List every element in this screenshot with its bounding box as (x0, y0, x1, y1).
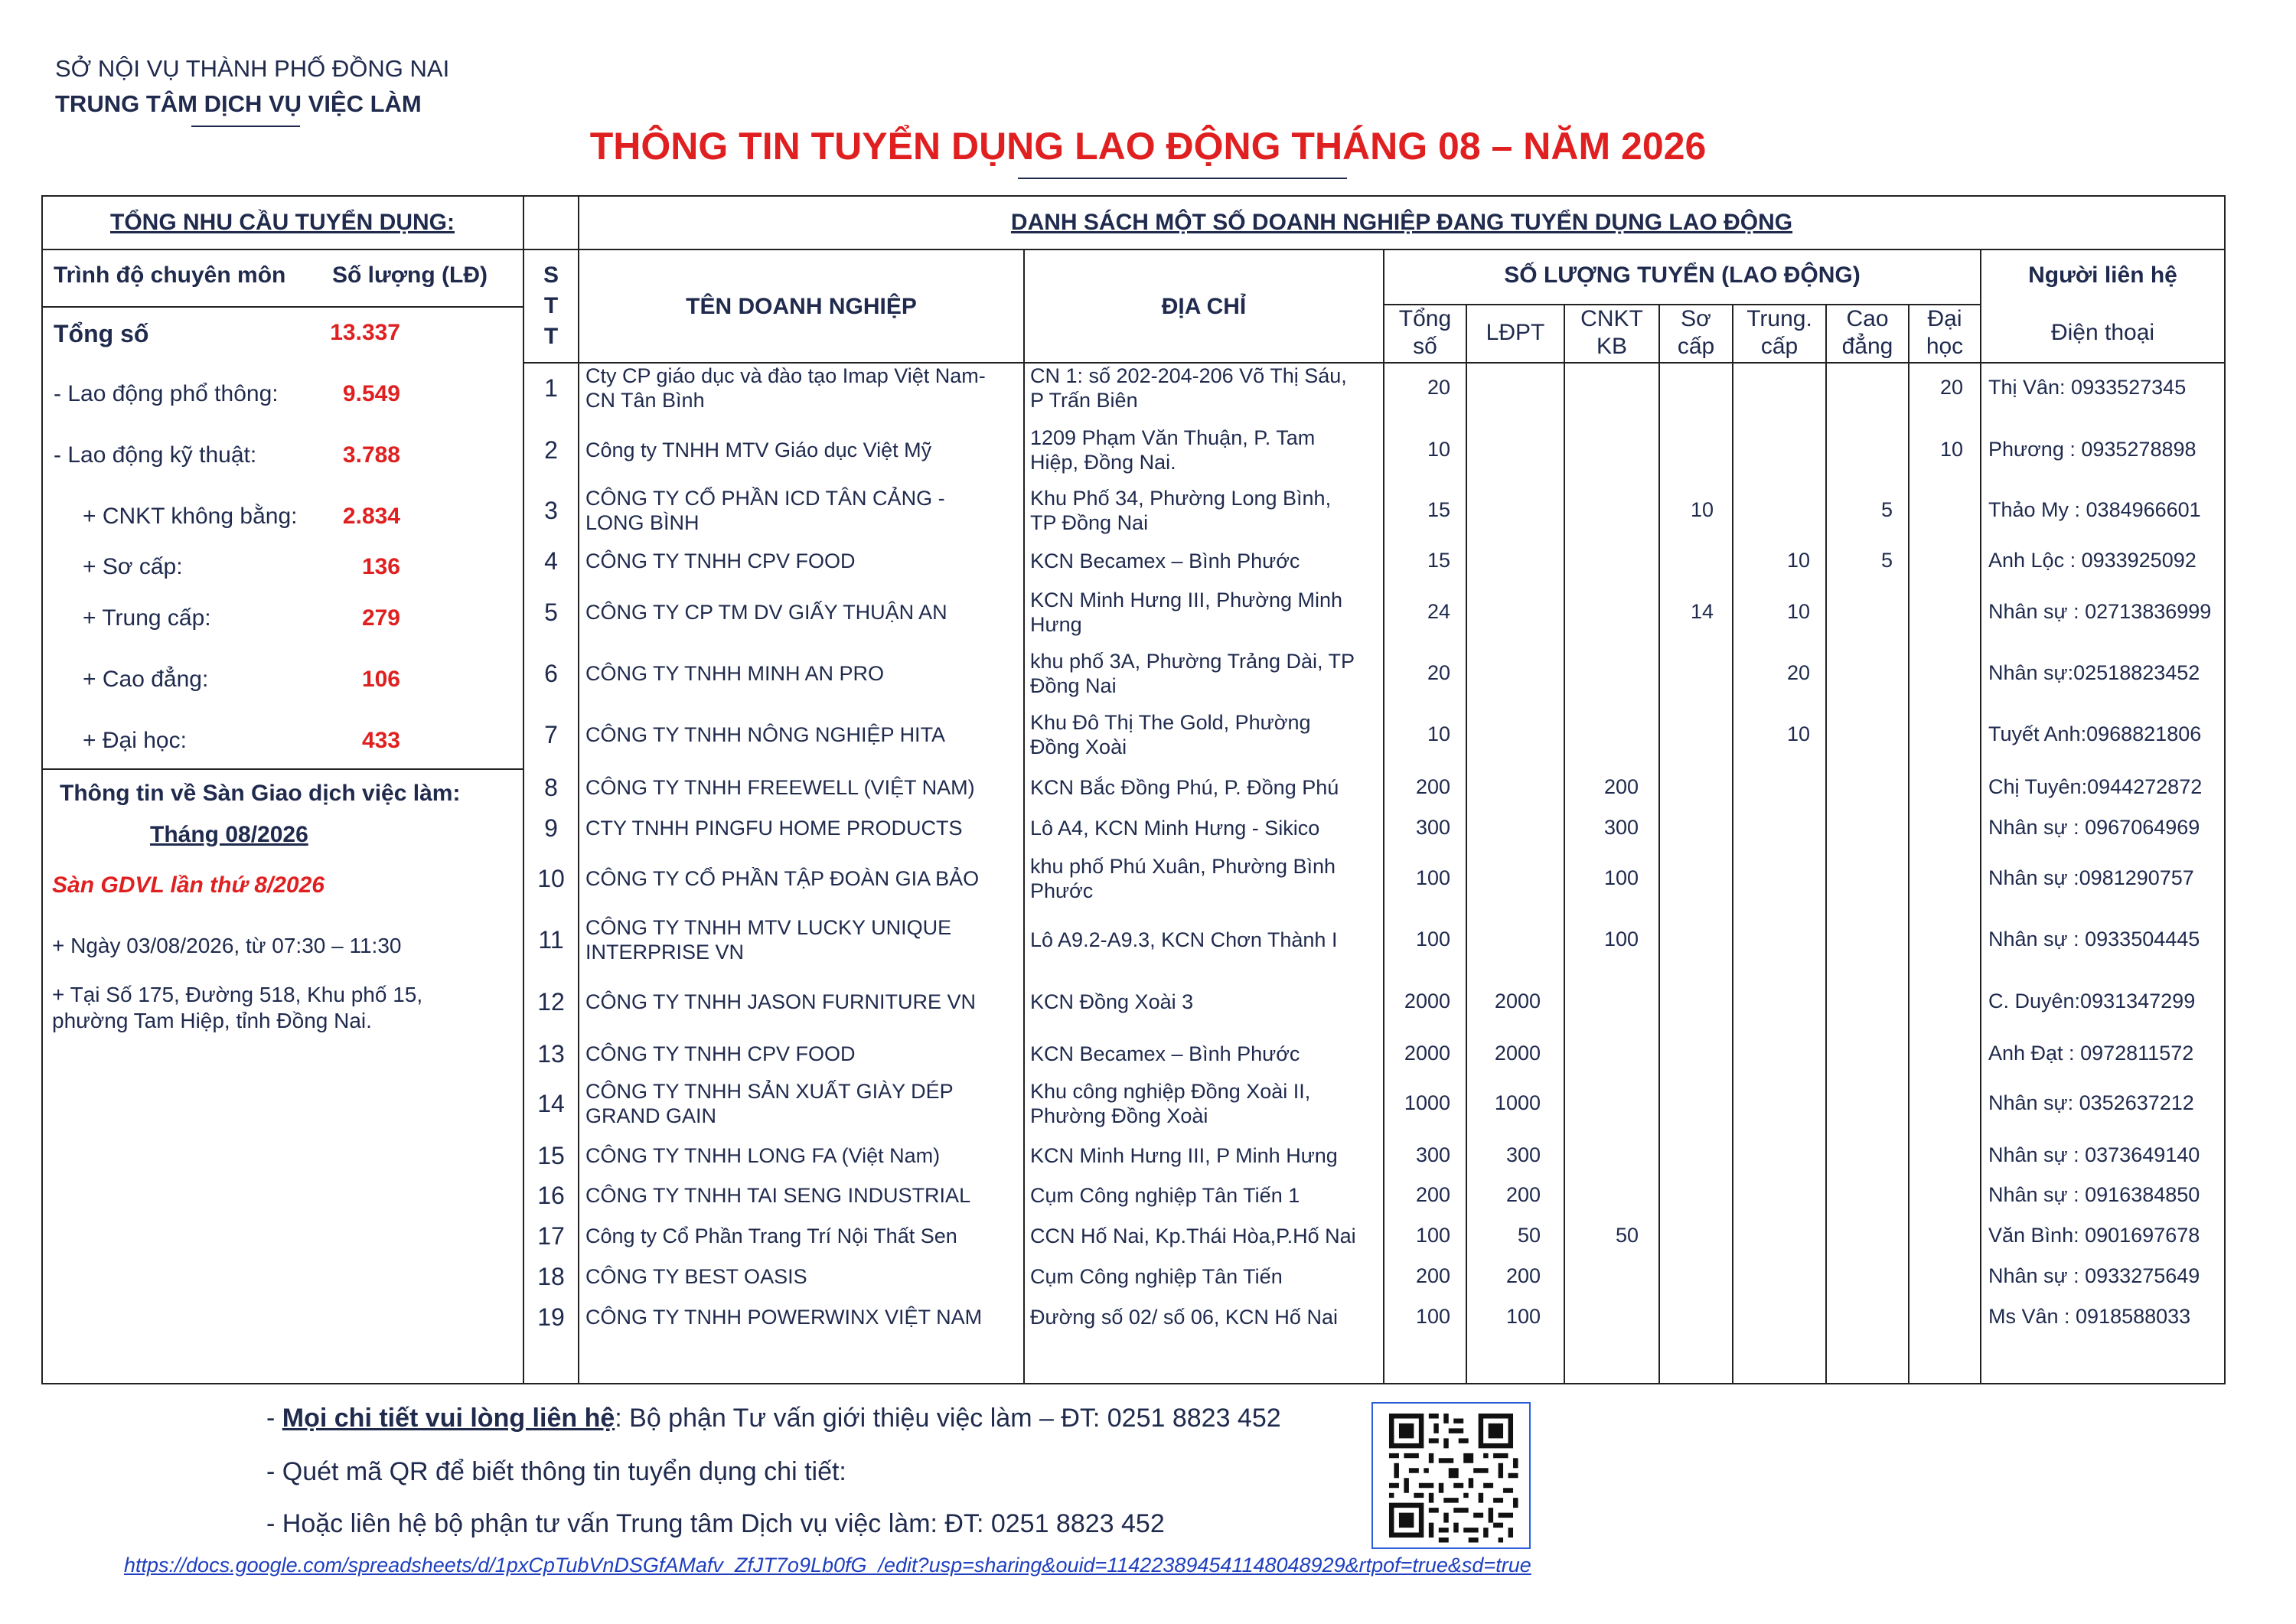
grid-line (1023, 249, 1025, 1384)
company-address: 1209 Phạm Văn Thuận, P. Tam (1030, 426, 1316, 449)
quantity-total: 2000 (1404, 1042, 1450, 1065)
row-stt: 6 (544, 660, 558, 687)
quantity-total: 300 (1415, 816, 1450, 839)
sub-header-caodang: đẳng (1841, 334, 1893, 359)
row-stt: 12 (537, 988, 565, 1016)
company-address: KCN Becamex – Bình Phước (1030, 1042, 1300, 1065)
summary-value: 136 (361, 554, 400, 579)
summary-label: + Cao đẳng: (83, 667, 209, 692)
company-name: CÔNG TY TNHH LONG FA (Việt Nam) (585, 1144, 941, 1167)
quantity-column-header: Số lượng (LĐ) (332, 263, 488, 288)
grid-line (1825, 304, 1827, 1384)
quantity-ldpt: 300 (1505, 1143, 1541, 1166)
quantity-total: 1000 (1404, 1091, 1450, 1114)
sub-header-caodang: Cao (1846, 306, 1889, 331)
grid-line (1980, 249, 1981, 1384)
company-name: CÔNG TY TNHH JASON FURNITURE VN (585, 990, 977, 1013)
row-stt: 8 (544, 774, 558, 801)
company-name: CÔNG TY TNHH CPV FOOD (585, 1042, 856, 1065)
contact-phone: Nhân sự : 02713836999 (1988, 600, 2212, 623)
summary-label: + Trung cấp: (83, 605, 211, 631)
contact-phone: Anh Đạt : 0972811572 (1988, 1042, 2194, 1065)
address-column-header: ĐỊA CHỈ (1161, 294, 1247, 319)
contact-phone: Thị Vân: 0933527345 (1988, 376, 2187, 399)
company-name: Cty CP giáo dục và đào tạo Imap Việt Nam- (585, 364, 986, 387)
quantity-trungcap: 20 (1786, 661, 1810, 684)
company-address: KCN Đồng Xoài 3 (1030, 990, 1194, 1013)
grid-line (1658, 304, 1660, 1384)
quantity-group-header: SỐ LƯỢNG TUYỂN (LAO ĐỘNG) (1504, 263, 1861, 288)
row-stt: 7 (544, 721, 558, 748)
grid-line (1383, 304, 1980, 305)
qr-code-icon[interactable] (1371, 1402, 1531, 1549)
company-address: KCN Minh Hưng III, Phường Minh (1030, 589, 1343, 611)
footer-contact-link[interactable]: Mọi chi tiết vui lòng liên hệ (282, 1404, 615, 1433)
grid-line (41, 306, 523, 308)
summary-label-total: Tổng số (54, 320, 149, 347)
contact-phone: Anh Lộc : 0933925092 (1988, 549, 2197, 572)
contact-phone: Nhân sự : 0916384850 (1988, 1183, 2200, 1206)
row-stt: 19 (537, 1303, 565, 1331)
quantity-total: 2000 (1404, 990, 1450, 1013)
company-name: CÔNG TY TNHH MTV LUCKY UNIQUE (585, 916, 952, 939)
contact-phone: Thảo My : 0384966601 (1988, 498, 2201, 521)
company-address: Cụm Công nghiệp Tân Tiến 1 (1030, 1184, 1300, 1207)
row-stt: 10 (537, 865, 565, 892)
grid-line (1908, 304, 1910, 1384)
quantity-daihoc: 10 (1939, 438, 1963, 461)
exchange-heading: Thông tin về Sàn Giao dịch việc làm: (60, 781, 461, 806)
company-name: CTY TNHH PINGFU HOME PRODUCTS (585, 817, 963, 840)
contact-phone: Nhân sự : 0933504445 (1988, 928, 2200, 951)
sub-header-trungcap: Trung. (1746, 306, 1812, 331)
phone-column-header: Điện thoại (2050, 320, 2155, 345)
company-address: Đường số 02/ số 06, KCN Hố Nai (1030, 1306, 1338, 1329)
company-address: KCN Becamex – Bình Phước (1030, 549, 1300, 572)
contact-phone: Nhân sự : 0967064969 (1988, 816, 2200, 839)
company-name: Công ty TNHH MTV Giáo dục Việt Mỹ (585, 439, 932, 461)
spreadsheet-link[interactable]: https://docs.google.com/spreadsheets/d/1pxCpTubVnDSGfAMafv_ZfJT7o9Lb0fG_/edit?usp=sharing&ouid=114223894541148048929&rtpof=true&sd=true (124, 1554, 1531, 1577)
sub-header-socap: Sơ (1681, 306, 1711, 331)
stt-header-t: T (543, 293, 559, 318)
company-address: TP Đồng Nai (1030, 511, 1149, 534)
footer-contact-line (266, 1404, 1281, 1433)
contact-column-header: Người liên hệ (2028, 263, 2177, 288)
company-address: Khu Phố 34, Phường Long Bình, (1030, 487, 1332, 510)
company-address: Khu Đô Thị The Gold, Phường (1030, 711, 1311, 734)
company-address: Cụm Công nghiệp Tân Tiến (1030, 1265, 1283, 1288)
footer-prefix: - (266, 1404, 282, 1433)
company-name: Công ty Cổ Phần Trang Trí Nội Thất Sen (585, 1225, 957, 1247)
company-name: CÔNG TY BEST OASIS (585, 1265, 807, 1288)
sub-header-cnkt: KB (1596, 334, 1628, 359)
summary-value: 9.549 (342, 381, 400, 406)
company-name: CÔNG TY CỔ PHẦN TẬP ĐOÀN GIA BẢO (585, 867, 980, 890)
quantity-total: 100 (1415, 928, 1450, 951)
contact-phone: Nhân sự: 0352637212 (1988, 1091, 2194, 1114)
quantity-total: 200 (1415, 775, 1450, 798)
exchange-place: phường Tam Hiệp, tỉnh Đồng Nai. (52, 1009, 372, 1032)
contact-phone: Nhân sự :0981290757 (1988, 866, 2194, 889)
quantity-total: 200 (1415, 1264, 1450, 1287)
company-address: Lô A4, KCN Minh Hưng - Sikico (1030, 817, 1320, 840)
row-stt: 2 (544, 436, 558, 464)
quantity-total: 10 (1427, 438, 1450, 461)
company-column-header: TÊN DOANH NGHIỆP (686, 294, 917, 319)
quantity-socap: 10 (1690, 498, 1714, 521)
company-address: khu phố Phú Xuân, Phường Bình (1030, 855, 1336, 878)
sub-header-daihoc: Đại (1927, 306, 1962, 331)
row-stt: 1 (544, 374, 558, 402)
company-address: Khu công nghiệp Đồng Xoài II, (1030, 1080, 1311, 1103)
summary-value: 279 (361, 605, 400, 631)
quantity-ldpt: 200 (1505, 1183, 1541, 1206)
contact-phone: Nhân sự : 0373649140 (1988, 1143, 2200, 1166)
company-address: Đồng Xoài (1030, 735, 1127, 758)
summary-label: + CNKT không bằng: (83, 504, 298, 529)
contact-phone: Văn Bình: 0901697678 (1988, 1224, 2200, 1247)
quantity-caodang: 5 (1880, 498, 1893, 521)
exchange-month: Tháng 08/2026 (150, 822, 308, 847)
company-address: Đồng Nai (1030, 674, 1117, 697)
quantity-trungcap: 10 (1786, 549, 1810, 572)
company-address: Phước (1030, 879, 1094, 902)
footer-phone-line: - Hoặc liên hệ bộ phận tư vấn Trung tâm Dịch vụ việc làm: ĐT: 0251 8823 452 (266, 1509, 1165, 1538)
company-name: CÔNG TY TNHH TAI SENG INDUSTRIAL (585, 1184, 971, 1207)
quantity-trungcap: 10 (1786, 722, 1810, 745)
quantity-trungcap: 10 (1786, 600, 1810, 623)
company-address: Hiệp, Đồng Nai. (1030, 451, 1176, 474)
footer-qr-line: - Quét mã QR để biết thông tin tuyển dụng chi tiết: (266, 1457, 846, 1486)
quantity-total: 300 (1415, 1143, 1450, 1166)
company-address: KCN Bắc Đồng Phú, P. Đồng Phú (1030, 776, 1339, 799)
row-stt: 14 (537, 1090, 565, 1117)
row-stt: 5 (544, 598, 558, 626)
exchange-session: Sàn GDVL lần thứ 8/2026 (52, 872, 325, 898)
level-column-header: Trình độ chuyên môn (54, 263, 286, 288)
row-stt: 9 (544, 814, 558, 842)
quantity-ldpt: 50 (1517, 1224, 1541, 1247)
sub-header-total: số (1413, 334, 1437, 359)
company-name: CN Tân Bình (585, 389, 705, 412)
company-name: CÔNG TY TNHH MINH AN PRO (585, 662, 885, 685)
quantity-total: 100 (1415, 866, 1450, 889)
company-address: Lô A9.2-A9.3, KCN Chơn Thành I (1030, 928, 1338, 951)
quantity-daihoc: 20 (1939, 376, 1963, 399)
company-name: CÔNG TY CỔ PHẦN ICD TÂN CẢNG - (585, 487, 945, 510)
quantity-total: 15 (1427, 549, 1450, 572)
summary-label: - Lao động phổ thông: (54, 381, 279, 406)
company-address: CCN Hố Nai, Kp.Thái Hòa,P.Hố Nai (1030, 1225, 1356, 1247)
footer-contact-rest: : Bộ phận Tư vấn giới thiệu việc làm – ĐT: 0251 8823 452 (615, 1404, 1281, 1433)
summary-value: 106 (361, 667, 400, 692)
contact-phone: Ms Vân : 0918588033 (1988, 1305, 2191, 1328)
sub-header-trungcap: cấp (1760, 334, 1799, 359)
summary-label: - Lao động kỹ thuật: (54, 442, 257, 468)
sub-header-total: Tổng (1398, 306, 1452, 331)
summary-value-total: 13.337 (330, 320, 400, 345)
summary-value: 3.788 (342, 442, 400, 468)
company-name: CÔNG TY TNHH CPV FOOD (585, 549, 856, 572)
sub-header-daihoc: học (1926, 334, 1964, 359)
quantity-total: 20 (1427, 376, 1450, 399)
summary-label: + Đại học: (83, 728, 187, 753)
row-stt: 17 (537, 1222, 565, 1250)
company-name: GRAND GAIN (585, 1104, 717, 1127)
company-name: INTERPRISE VN (585, 941, 745, 964)
title-divider (1018, 178, 1347, 179)
row-stt: 4 (544, 547, 558, 575)
contact-phone: Tuyết Anh:0968821806 (1988, 722, 2202, 745)
exchange-date: + Ngày 03/08/2026, từ 07:30 – 11:30 (52, 934, 402, 957)
qr-code-graphic (1373, 1404, 1529, 1547)
contact-phone: Nhân sự : 0933275649 (1988, 1264, 2200, 1287)
company-name: CÔNG TY TNHH SẢN XUẤT GIÀY DÉP (585, 1080, 954, 1103)
quantity-ldpt: 100 (1505, 1305, 1541, 1328)
company-name: LONG BÌNH (585, 511, 700, 534)
quantity-total: 24 (1427, 600, 1450, 623)
row-stt: 13 (537, 1040, 565, 1068)
sub-header-socap: cấp (1677, 334, 1715, 359)
quantity-total: 200 (1415, 1183, 1450, 1206)
quantity-total: 15 (1427, 498, 1450, 521)
quantity-total: 100 (1415, 1224, 1450, 1247)
contact-phone: Phương : 0935278898 (1988, 438, 2197, 461)
company-address: Phường Đồng Xoài (1030, 1104, 1208, 1127)
quantity-cnkt: 50 (1615, 1224, 1639, 1247)
quantity-total: 20 (1427, 661, 1450, 684)
company-address: KCN Minh Hưng III, P Minh Hưng (1030, 1144, 1338, 1167)
company-address: P Trấn Biên (1030, 389, 1138, 412)
company-name: CÔNG TY CP TM DV GIẤY THUẬN AN (585, 601, 947, 624)
sub-header-ldpt: LĐPT (1486, 320, 1545, 345)
company-name: CÔNG TY TNHH POWERWINX VIỆT NAM (585, 1306, 983, 1329)
grid-line (41, 768, 523, 770)
row-stt: 18 (537, 1263, 565, 1290)
quantity-ldpt: 2000 (1494, 990, 1541, 1013)
stt-header-t: T (543, 324, 559, 349)
summary-value: 2.834 (342, 504, 400, 529)
summary-value: 433 (361, 728, 400, 753)
row-stt: 3 (544, 497, 558, 524)
quantity-ldpt: 200 (1505, 1264, 1541, 1287)
quantity-total: 100 (1415, 1305, 1450, 1328)
row-stt: 15 (537, 1142, 565, 1169)
quantity-cnkt: 100 (1603, 866, 1639, 889)
contact-phone: Nhân sự:02518823452 (1988, 661, 2200, 684)
contact-phone: C. Duyên:0931347299 (1988, 990, 2196, 1013)
contact-phone: Chị Tuyên:0944272872 (1988, 775, 2203, 798)
grid-line (41, 249, 2226, 250)
quantity-ldpt: 1000 (1494, 1091, 1541, 1114)
quantity-cnkt: 200 (1603, 775, 1639, 798)
row-stt: 16 (537, 1182, 565, 1209)
grid-line (578, 195, 579, 1384)
summary-heading: TỔNG NHU CẦU TUYỂN DỤNG: (110, 210, 455, 235)
stt-header-s: S (543, 263, 559, 288)
quantity-caodang: 5 (1880, 549, 1893, 572)
quantity-ldpt: 2000 (1494, 1042, 1541, 1065)
quantity-cnkt: 100 (1603, 928, 1639, 951)
company-name: CÔNG TY TNHH NÔNG NGHIỆP HITA (585, 723, 946, 746)
center-name: TRUNG TÂM DỊCH VỤ VIỆC LÀM (55, 90, 422, 117)
quantity-total: 10 (1427, 722, 1450, 745)
row-stt: 11 (538, 926, 564, 954)
page-title: THÔNG TIN TUYỂN DỤNG LAO ĐỘNG THÁNG 08 – NĂM 2026 (589, 125, 1707, 168)
quantity-socap: 14 (1690, 600, 1714, 623)
department-name: SỞ NỘI VỤ THÀNH PHỐ ĐỒNG NAI (55, 55, 450, 82)
company-name: CÔNG TY TNHH FREEWELL (VIỆT NAM) (585, 776, 975, 799)
company-address: Hưng (1030, 613, 1082, 636)
summary-label: + Sơ cấp: (83, 554, 183, 579)
exchange-place: + Tại Số 175, Đường 518, Khu phố 15, (52, 983, 423, 1006)
grid-line (1564, 304, 1565, 1384)
company-address: khu phố 3A, Phường Trảng Dài, TP (1030, 650, 1355, 673)
sub-header-cnkt: CNKT (1580, 306, 1643, 331)
company-address: CN 1: số 202-204-206 Võ Thị Sáu, (1030, 364, 1347, 387)
company-list-heading: DANH SÁCH MỘT SỐ DOANH NGHIỆP ĐANG TUYỂN DỤNG LAO ĐỘNG (1010, 210, 1793, 235)
quantity-cnkt: 300 (1603, 816, 1639, 839)
grid-line (1732, 304, 1733, 1384)
grid-line (1466, 304, 1467, 1384)
